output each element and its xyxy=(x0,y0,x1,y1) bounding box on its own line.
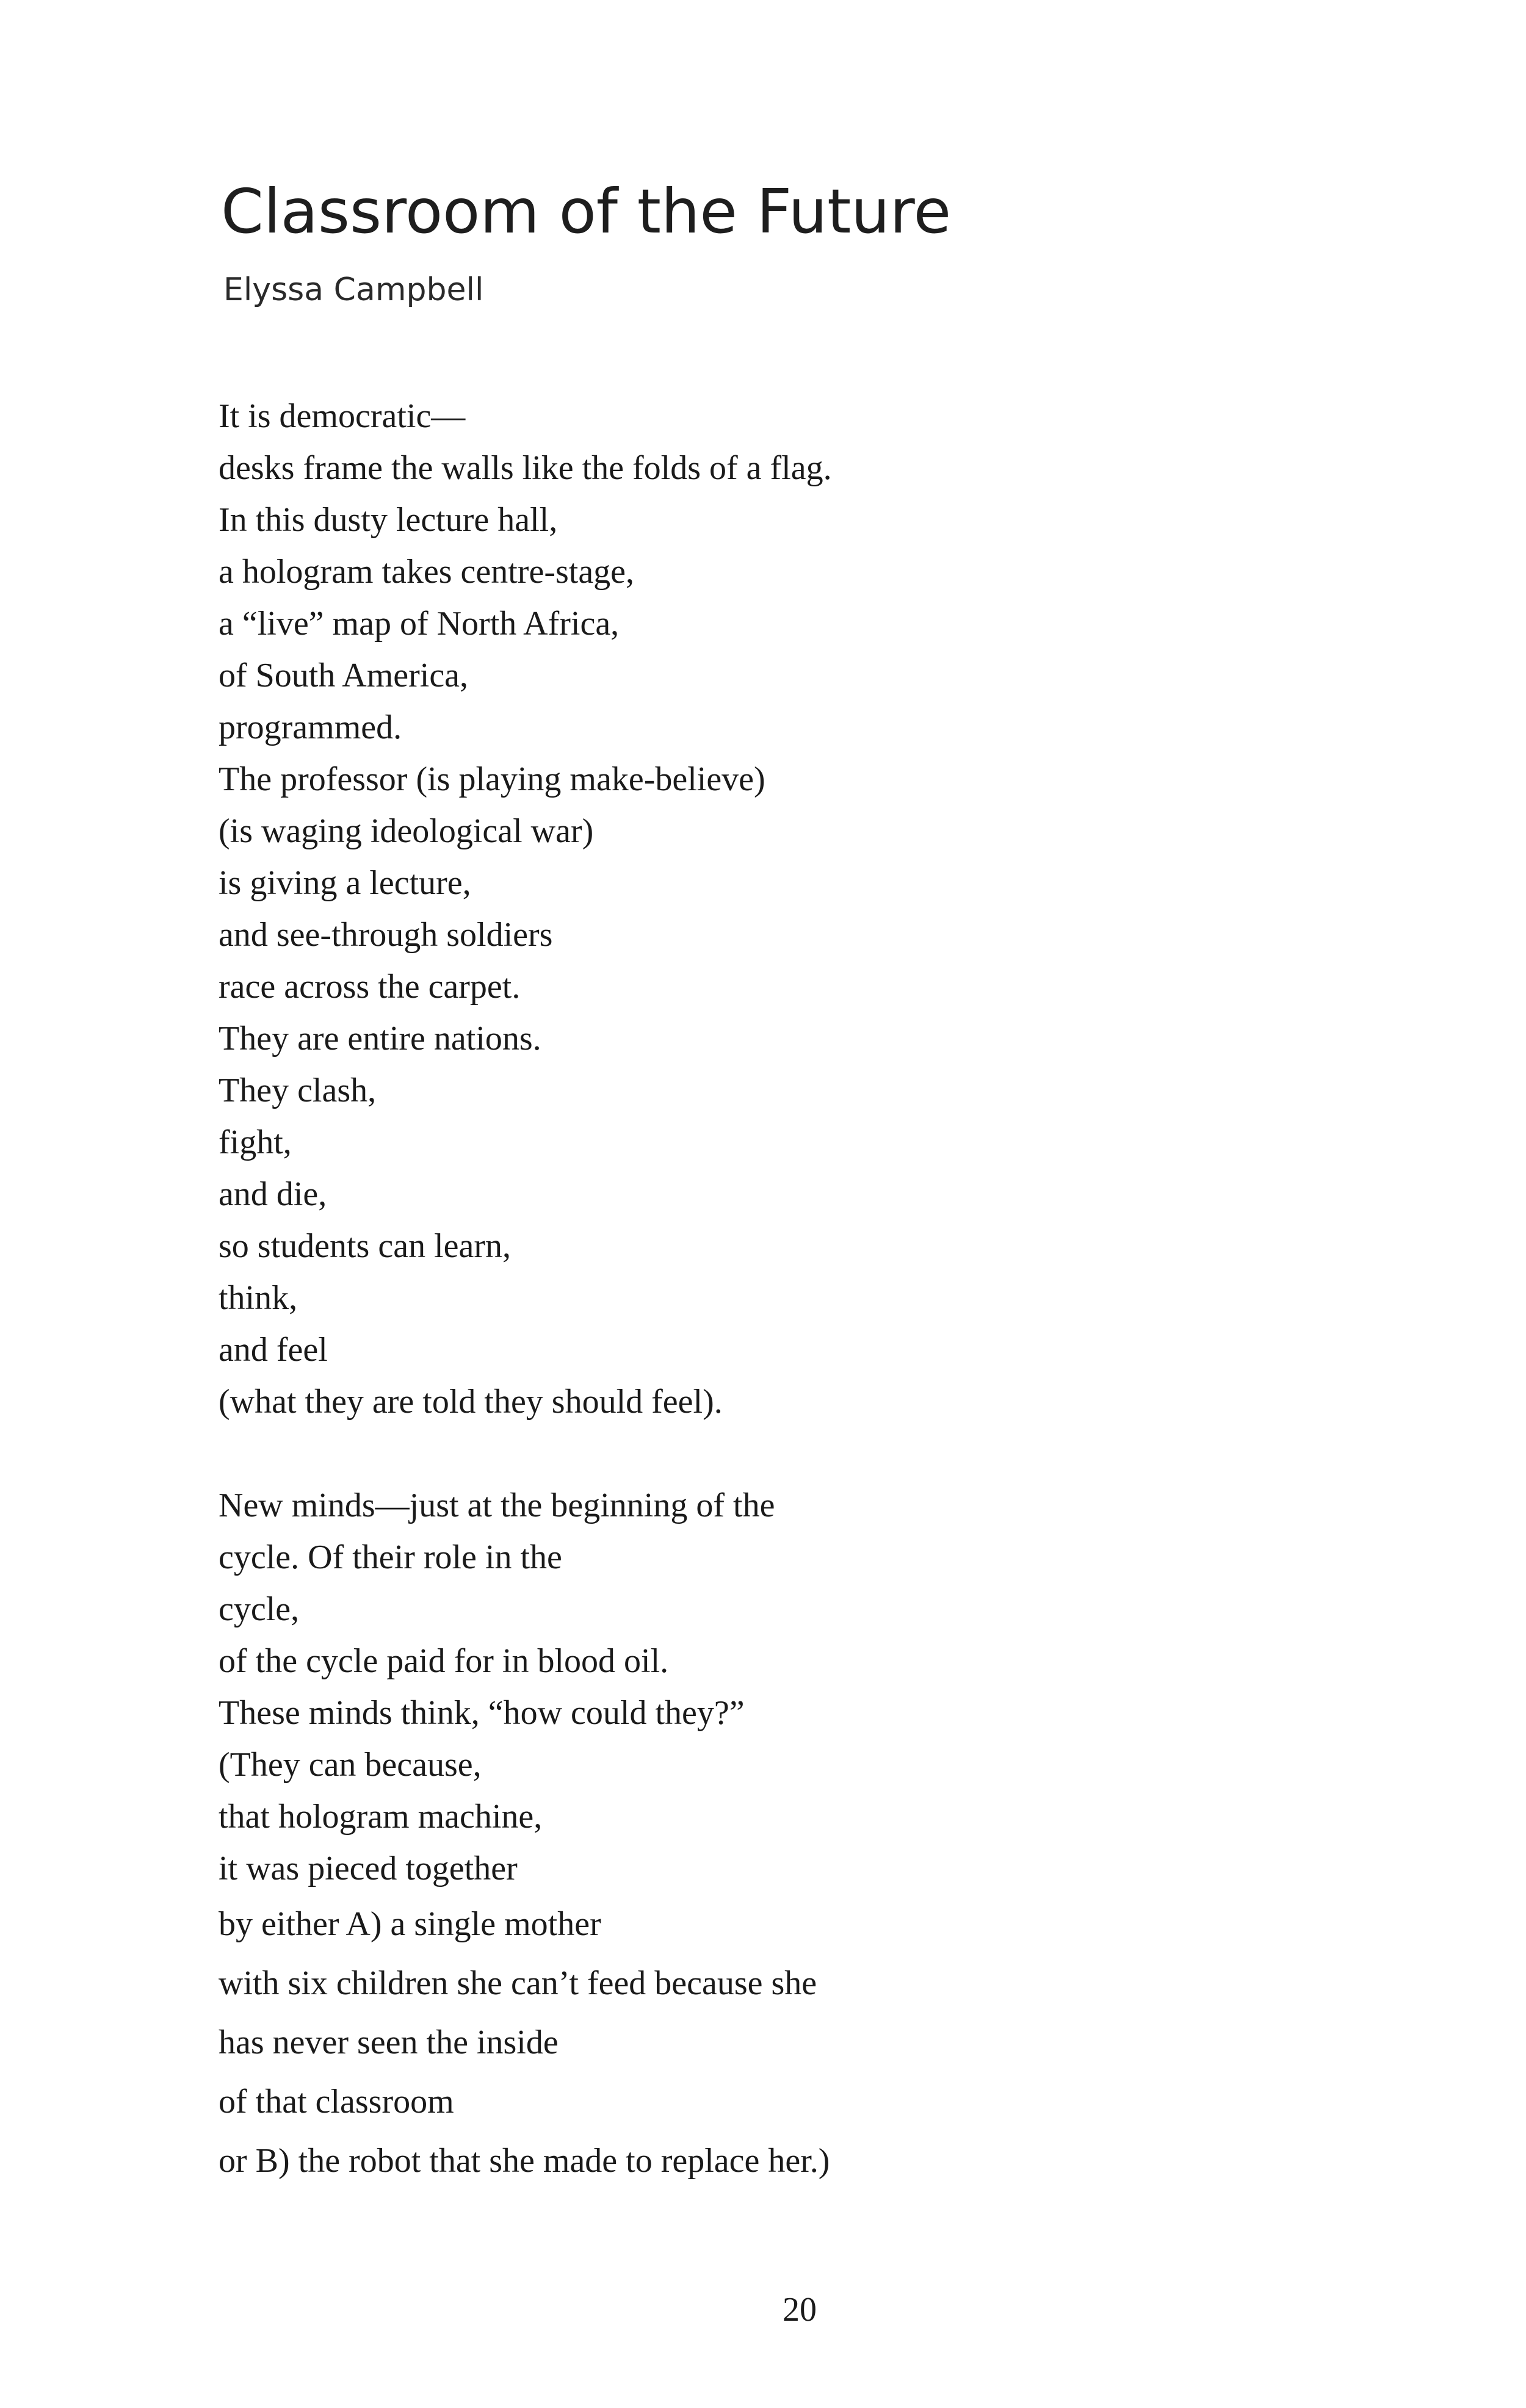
poem-line: (what they are told they should feel). xyxy=(219,1383,723,1421)
poem-line: (They can because, xyxy=(219,1746,482,1784)
poem-line: of South America, xyxy=(219,657,469,694)
stanza-2 xyxy=(219,1480,830,2191)
poem-author: Elyssa Campbell xyxy=(223,272,484,308)
poem-line: It is democratic— xyxy=(219,397,466,435)
poem-line: a hologram takes centre-stage, xyxy=(219,553,635,591)
poem-line: with six children she can’t feed because she xyxy=(219,1964,817,2002)
poem-line: it was pieced together xyxy=(219,1850,518,1887)
poem-line: think, xyxy=(219,1279,298,1317)
poem-line: The professor (is playing make-believe) xyxy=(219,760,765,798)
poem-line: that hologram machine, xyxy=(219,1798,543,1836)
poem-line: of the cycle paid for in blood oil. xyxy=(219,1642,669,1680)
poem-line: a “live” map of North Africa, xyxy=(219,605,620,643)
poem-line: and die, xyxy=(219,1175,327,1213)
poem-line: has never seen the inside xyxy=(219,2024,559,2061)
poem-line: by either A) a single mother xyxy=(219,1905,601,1943)
poem-line: In this dusty lecture hall, xyxy=(219,501,558,539)
page-number: 20 xyxy=(783,2291,817,2329)
poem-line: and see-through soldiers xyxy=(219,916,553,954)
poem-line: fight, xyxy=(219,1123,292,1161)
poem-line: New minds—just at the beginning of the xyxy=(219,1487,775,1524)
poem-title: Classroom of the Future xyxy=(221,176,952,247)
poem-line: These minds think, “how could they?” xyxy=(219,1694,745,1732)
poem-line: They are entire nations. xyxy=(219,1020,541,1058)
poem-line: race across the carpet. xyxy=(219,968,521,1006)
poem-line: desks frame the walls like the folds of a flag. xyxy=(219,449,832,487)
poem-line: so students can learn, xyxy=(219,1227,511,1265)
poem-line: is giving a lecture, xyxy=(219,864,471,902)
poem-line: They clash, xyxy=(219,1072,377,1109)
poem-line: or B) the robot that she made to replace her.) xyxy=(219,2142,830,2180)
poem-line: of that classroom xyxy=(219,2083,454,2121)
poem-line: cycle. Of their role in the xyxy=(219,1538,562,1576)
poem-line: cycle, xyxy=(219,1590,300,1628)
stanza-1 xyxy=(219,391,832,1428)
poem-line: programmed. xyxy=(219,708,402,746)
poem-line: and feel xyxy=(219,1331,328,1369)
poem-line: (is waging ideological war) xyxy=(219,812,594,850)
